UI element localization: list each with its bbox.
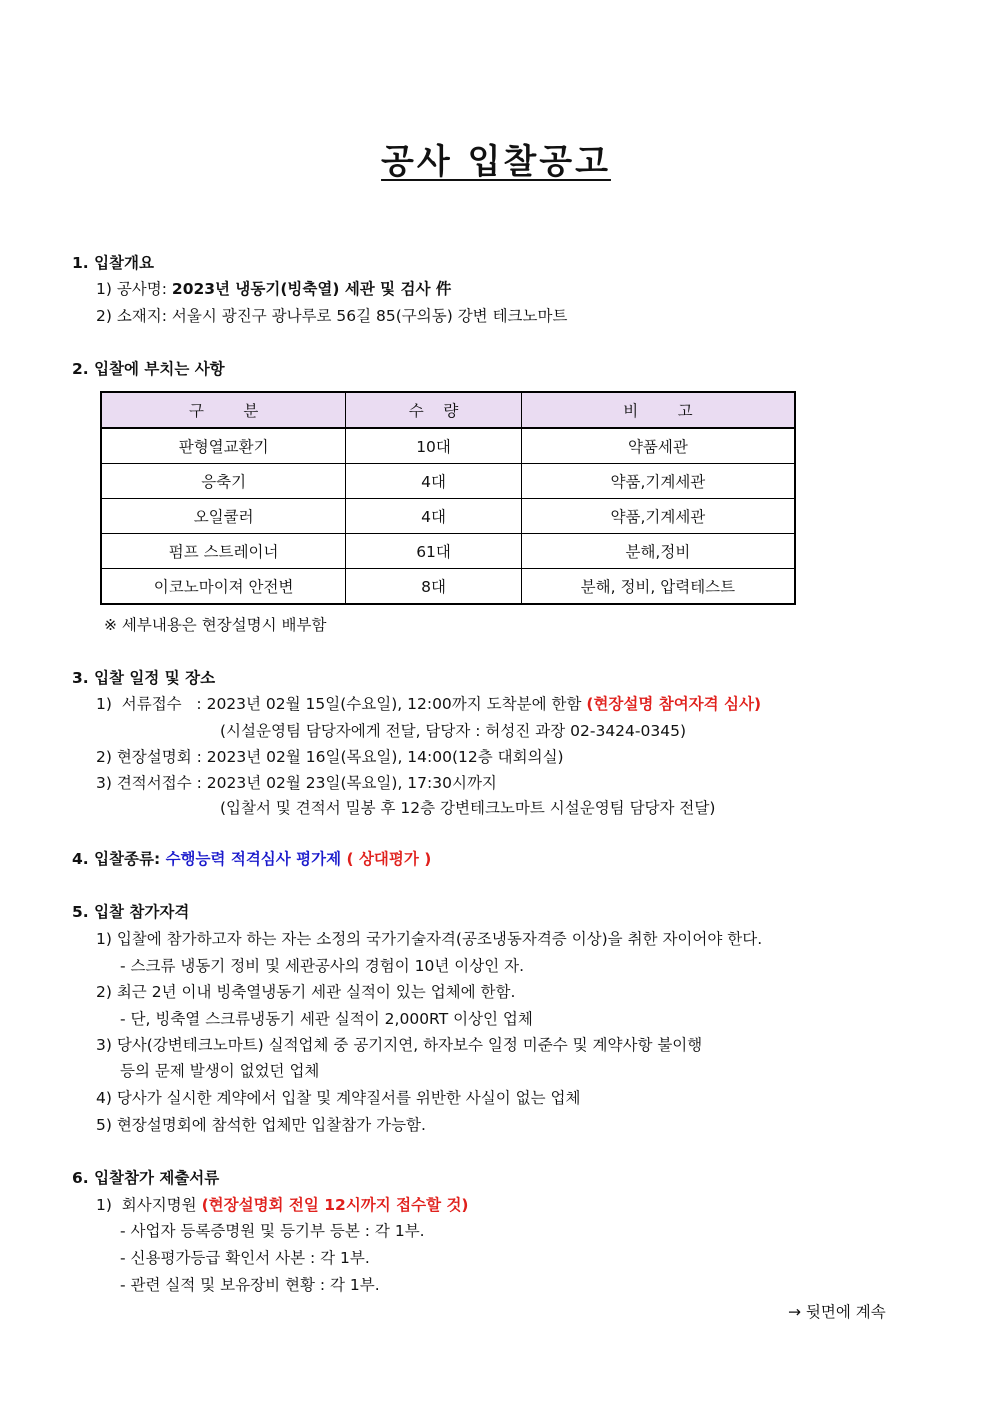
estimate-submission-line: 3) 견적서접수 : 2023년 02월 23일(목요일), 17:30시까지 [96, 774, 497, 792]
company-profile-label: 1) 회사지명원 [96, 1196, 202, 1214]
cell-quantity: 8대 [346, 569, 522, 605]
header-category: 구 분 [101, 392, 346, 428]
work-items-table [100, 391, 796, 605]
table-row [101, 534, 795, 569]
qualification-item: 3) 당사(강변테크노마트) 실적업체 중 공기지연, 하자보수 일정 미준수 및 계약사항 불이행 [96, 1036, 703, 1054]
section-1-heading: 1. 입찰개요 [72, 254, 154, 272]
site-briefing-line: 2) 현장설명회 : 2023년 02월 16일(목요일), 14:00(12층 대회의실) [96, 748, 564, 766]
table-row [101, 569, 795, 605]
cell-remarks: 분해,정비 [521, 534, 795, 569]
cell-remarks: 약품,기계세관 [521, 499, 795, 534]
section-2-heading: 2. 입찰에 부치는 사항 [72, 360, 225, 378]
cell-remarks: 약품,기계세관 [521, 464, 795, 499]
cell-quantity: 4대 [346, 499, 522, 534]
qualification-subitem: 등의 문제 발생이 없었던 업체 [120, 1062, 320, 1080]
cell-remarks: 분해, 정비, 압력테스트 [521, 569, 795, 605]
section-6-heading: 6. 입찰참가 제출서류 [72, 1169, 220, 1187]
bid-type: 수행능력 적격심사 평가제 [165, 850, 342, 868]
table-note: ※ 세부내용은 현장설명시 배부함 [104, 616, 327, 634]
cell-remarks: 약품세관 [521, 428, 795, 464]
section-4-heading: 4. 입찰종류: [72, 850, 166, 868]
cell-item: 이코노마이져 안전변 [101, 569, 346, 605]
bid-type-line [72, 848, 431, 870]
project-name-line [96, 278, 451, 300]
table-header-row [101, 392, 795, 428]
qualification-subitem: - 단, 빙축열 스크류냉동기 세관 실적이 2,000RT 이상인 업체 [120, 1010, 533, 1028]
cell-quantity: 10대 [346, 428, 522, 464]
bid-type-note: ( 상대평가 ) [341, 850, 432, 868]
qualification-item: 4) 당사가 실시한 계약에서 입찰 및 계약질서를 위반한 사실이 없는 업체 [96, 1089, 581, 1107]
header-quantity: 수 량 [346, 392, 522, 428]
qualification-item: 1) 입찰에 참가하고자 하는 자는 소정의 국가기술자격(공조냉동자격증 이상)을 취한 자이어야 한다. [96, 930, 763, 948]
cell-quantity: 4대 [346, 464, 522, 499]
qualification-note: (현장설명 참여자격 심사) [586, 695, 762, 713]
company-profile-line [96, 1194, 469, 1216]
document-submission-line [96, 693, 761, 715]
table-row [101, 428, 795, 464]
header-remarks: 비 고 [521, 392, 795, 428]
document-title: 공사 입찰공고 [381, 142, 611, 182]
project-name-label: 1) 공사명: [96, 280, 172, 298]
cell-quantity: 61대 [346, 534, 522, 569]
document-submission-text: 1) 서류접수 : 2023년 02월 15일(수요일), 12:00까지 도착분에 한함 [96, 695, 587, 713]
table-row [101, 499, 795, 534]
qualification-item: 5) 현장설명회에 참석한 업체만 입찰참가 가능함. [96, 1116, 426, 1134]
continued-note: → 뒷면에 계속 [788, 1303, 886, 1321]
estimate-delivery-line: (입찰서 및 견적서 밀봉 후 12층 강변테크노마트 시설운영팀 담당자 전달) [220, 799, 716, 817]
location-line: 2) 소재지: 서울시 광진구 광나루로 56길 85(구의동) 강변 테크노마트 [96, 307, 568, 325]
section-5-heading: 5. 입찰 참가자격 [72, 903, 190, 921]
submission-item: - 관련 실적 및 보유장비 현황 : 각 1부. [120, 1276, 380, 1294]
qualification-item: 2) 최근 2년 이내 빙축열냉동기 세관 실적이 있는 업체에 한함. [96, 983, 516, 1001]
company-profile-deadline: (현장설명회 전일 12시까지 접수할 것) [201, 1196, 469, 1214]
qualification-subitem: - 스크류 냉동기 정비 및 세관공사의 경험이 10년 이상인 자. [120, 957, 524, 975]
cell-item: 펌프 스트레이너 [101, 534, 346, 569]
section-3-heading: 3. 입찰 일정 및 장소 [72, 669, 216, 687]
cell-item: 판형열교환기 [101, 428, 346, 464]
cell-item: 응축기 [101, 464, 346, 499]
submission-item: - 신용평가등급 확인서 사본 : 각 1부. [120, 1249, 370, 1267]
project-name: 2023년 냉동기(빙축열) 세관 및 검사 件 [171, 280, 452, 298]
cell-item: 오일쿨러 [101, 499, 346, 534]
table-row [101, 464, 795, 499]
contact-line: (시설운영팀 담당자에게 전달, 담당자 : 허성진 과장 02-3424-0345) [220, 722, 686, 740]
submission-item: - 사업자 등록증명원 및 등기부 등본 : 각 1부. [120, 1222, 425, 1240]
